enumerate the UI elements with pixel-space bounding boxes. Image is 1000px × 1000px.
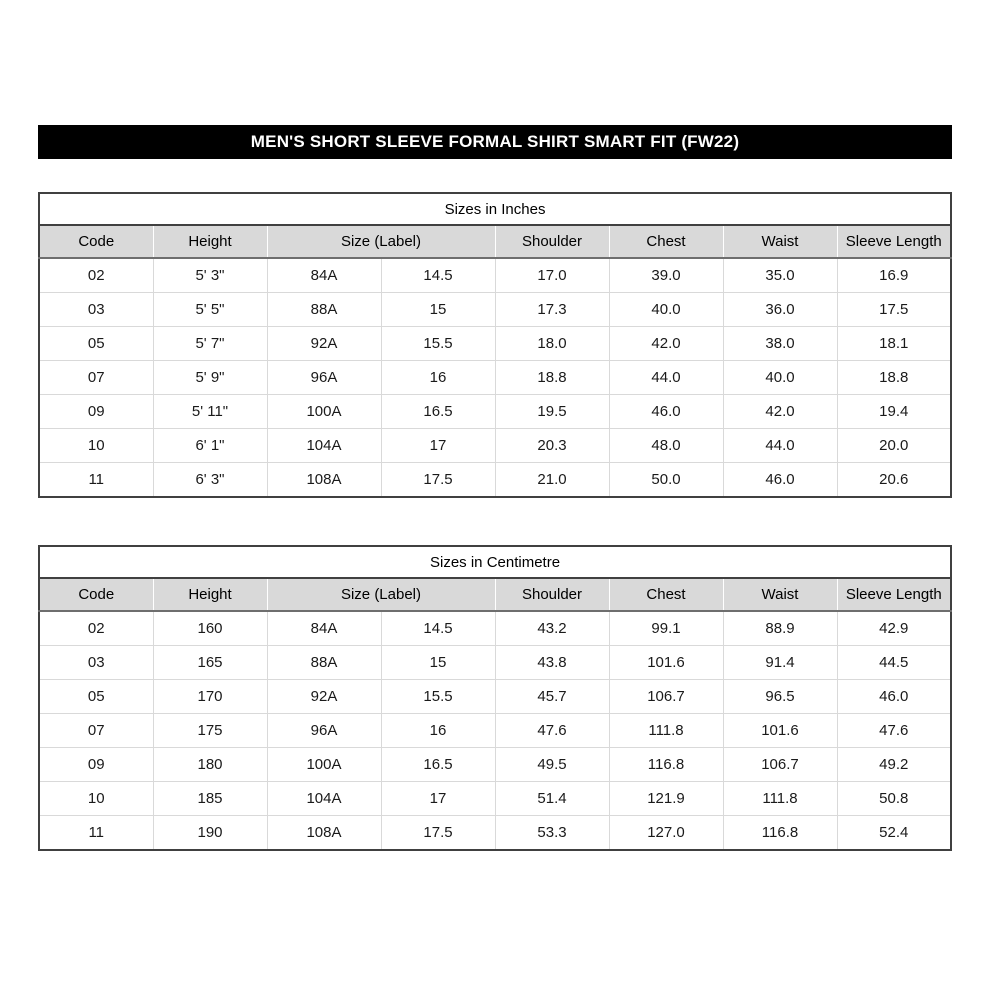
table-row — [39, 782, 951, 816]
cell: 5' 7" — [153, 327, 267, 361]
cell: 11 — [39, 463, 153, 498]
table-row — [39, 463, 951, 498]
table-row — [39, 395, 951, 429]
cell: 03 — [39, 646, 153, 680]
cell: 46.0 — [723, 463, 837, 498]
cell: 17.5 — [381, 816, 495, 851]
title-banner — [38, 125, 952, 159]
cell: 96A — [267, 361, 381, 395]
cell: 88.9 — [723, 611, 837, 646]
cell: 16.9 — [837, 258, 951, 293]
cell: 38.0 — [723, 327, 837, 361]
cell: 03 — [39, 293, 153, 327]
cell: 17.5 — [381, 463, 495, 498]
cell: 42.0 — [609, 327, 723, 361]
table-row — [39, 327, 951, 361]
cell: 52.4 — [837, 816, 951, 851]
cell: 15.5 — [381, 327, 495, 361]
cell: 17 — [381, 782, 495, 816]
cell: 50.0 — [609, 463, 723, 498]
table-row — [39, 258, 951, 293]
cell: 6' 1" — [153, 429, 267, 463]
cell: 09 — [39, 395, 153, 429]
cell: 84A — [267, 258, 381, 293]
table-row — [39, 646, 951, 680]
cell: 16.5 — [381, 395, 495, 429]
cell: 05 — [39, 680, 153, 714]
cell: 5' 5" — [153, 293, 267, 327]
cell: 100A — [267, 748, 381, 782]
cell: 92A — [267, 327, 381, 361]
cell: 108A — [267, 463, 381, 498]
cell: 47.6 — [837, 714, 951, 748]
cell: 21.0 — [495, 463, 609, 498]
cell: 6' 3" — [153, 463, 267, 498]
cell: 51.4 — [495, 782, 609, 816]
cell: 11 — [39, 816, 153, 851]
table-caption-row — [39, 193, 951, 225]
table-row — [39, 816, 951, 851]
cell: 106.7 — [723, 748, 837, 782]
cell: 44.5 — [837, 646, 951, 680]
title-text: MEN'S SHORT SLEEVE FORMAL SHIRT SMART FIT (FW22) — [250, 132, 740, 151]
cell: 46.0 — [837, 680, 951, 714]
cell: 170 — [153, 680, 267, 714]
cell: 101.6 — [609, 646, 723, 680]
cell: 18.0 — [495, 327, 609, 361]
cell: 190 — [153, 816, 267, 851]
cell: 10 — [39, 782, 153, 816]
column-header-shoulder: Shoulder — [495, 578, 609, 611]
table-row — [39, 611, 951, 646]
cell: 02 — [87, 620, 105, 637]
cell: 160 — [153, 611, 267, 646]
column-header-sleeve-length: Sleeve Length — [837, 578, 951, 611]
cell: 50.8 — [837, 782, 951, 816]
cell: 5' 9" — [153, 361, 267, 395]
table-caption: Sizes in Centimetre — [39, 546, 951, 578]
cell: 44.0 — [723, 429, 837, 463]
cell: 40.0 — [609, 293, 723, 327]
cell: 185 — [153, 782, 267, 816]
cell: 88A — [267, 646, 381, 680]
cell: 10 — [39, 429, 153, 463]
cell: 05 — [39, 327, 153, 361]
cell: 19.5 — [495, 395, 609, 429]
cell: 19.4 — [837, 395, 951, 429]
table-header-row — [39, 578, 951, 611]
cell: 42.9 — [837, 611, 951, 646]
cell: 49.2 — [837, 748, 951, 782]
cell: 46.0 — [609, 395, 723, 429]
inches-table-body — [39, 258, 951, 497]
cell: 16.5 — [381, 748, 495, 782]
cell: 35.0 — [723, 258, 837, 293]
column-header-size-label: Size (Label) — [267, 578, 495, 611]
cell: 45.7 — [495, 680, 609, 714]
cell: 84A — [267, 611, 381, 646]
cell: 43.2 — [495, 611, 609, 646]
cell: 15 — [381, 646, 495, 680]
cell: 07 — [39, 714, 153, 748]
cell: 18.1 — [837, 327, 951, 361]
column-header-size-label: Size (Label) — [267, 225, 495, 258]
cell: 15 — [381, 293, 495, 327]
cell: 175 — [153, 714, 267, 748]
cell: 18.8 — [495, 361, 609, 395]
cell: 111.8 — [609, 714, 723, 748]
cell: 180 — [153, 748, 267, 782]
table-header-row — [39, 225, 951, 258]
cell: 20.0 — [837, 429, 951, 463]
column-header-sleeve-length: Sleeve Length — [837, 225, 951, 258]
column-header-code: Code — [39, 578, 153, 611]
cell: 17.3 — [495, 293, 609, 327]
table-caption: Sizes in Inches — [39, 193, 951, 225]
column-header-waist: Waist — [723, 225, 837, 258]
cell: 100A — [267, 395, 381, 429]
cell: 20.6 — [837, 463, 951, 498]
cell: 14.5 — [381, 258, 495, 293]
table-row — [39, 748, 951, 782]
column-header-chest: Chest — [609, 578, 723, 611]
cell: 39.0 — [609, 258, 723, 293]
table-row — [39, 293, 951, 327]
cell: 43.8 — [495, 646, 609, 680]
column-header-height: Height — [153, 578, 267, 611]
cell: 16 — [381, 361, 495, 395]
column-header-waist: Waist — [723, 578, 837, 611]
cell: 02 — [87, 267, 105, 284]
cell: 111.8 — [723, 782, 837, 816]
cell: 40.0 — [723, 361, 837, 395]
cell: 15.5 — [381, 680, 495, 714]
cell: 106.7 — [609, 680, 723, 714]
inches-table — [38, 192, 952, 498]
cell: 07 — [39, 361, 153, 395]
cell: 5' 3" — [153, 258, 267, 293]
table-caption-row — [39, 546, 951, 578]
centimetre-table — [38, 545, 952, 851]
cell: 14.5 — [381, 611, 495, 646]
cell: 17 — [381, 429, 495, 463]
column-header-chest: Chest — [609, 225, 723, 258]
cell: 121.9 — [609, 782, 723, 816]
cell: 48.0 — [609, 429, 723, 463]
cell: 92A — [267, 680, 381, 714]
cell: 49.5 — [495, 748, 609, 782]
cell: 104A — [267, 782, 381, 816]
cell: 116.8 — [609, 748, 723, 782]
cell: 5' 11" — [153, 395, 267, 429]
cell: 104A — [267, 429, 381, 463]
cell: 36.0 — [723, 293, 837, 327]
cell: 99.1 — [609, 611, 723, 646]
cell: 91.4 — [723, 646, 837, 680]
table-row — [39, 680, 951, 714]
cell: 96.5 — [723, 680, 837, 714]
cell: 42.0 — [723, 395, 837, 429]
column-header-code: Code — [39, 225, 153, 258]
cell: 108A — [267, 816, 381, 851]
cell: 09 — [39, 748, 153, 782]
cell: 16 — [381, 714, 495, 748]
table-row — [39, 361, 951, 395]
cell: 101.6 — [723, 714, 837, 748]
cell: 88A — [267, 293, 381, 327]
cell: 165 — [153, 646, 267, 680]
cell: 53.3 — [495, 816, 609, 851]
column-header-shoulder: Shoulder — [495, 225, 609, 258]
cell: 18.8 — [837, 361, 951, 395]
cell: 116.8 — [723, 816, 837, 851]
table-row — [39, 429, 951, 463]
cell: 96A — [267, 714, 381, 748]
cell: 17.0 — [495, 258, 609, 293]
table-row — [39, 714, 951, 748]
cell: 17.5 — [837, 293, 951, 327]
centimetre-table-body — [39, 611, 951, 850]
cell: 44.0 — [609, 361, 723, 395]
cell: 47.6 — [495, 714, 609, 748]
column-header-height: Height — [153, 225, 267, 258]
cell: 127.0 — [609, 816, 723, 851]
cell: 20.3 — [495, 429, 609, 463]
